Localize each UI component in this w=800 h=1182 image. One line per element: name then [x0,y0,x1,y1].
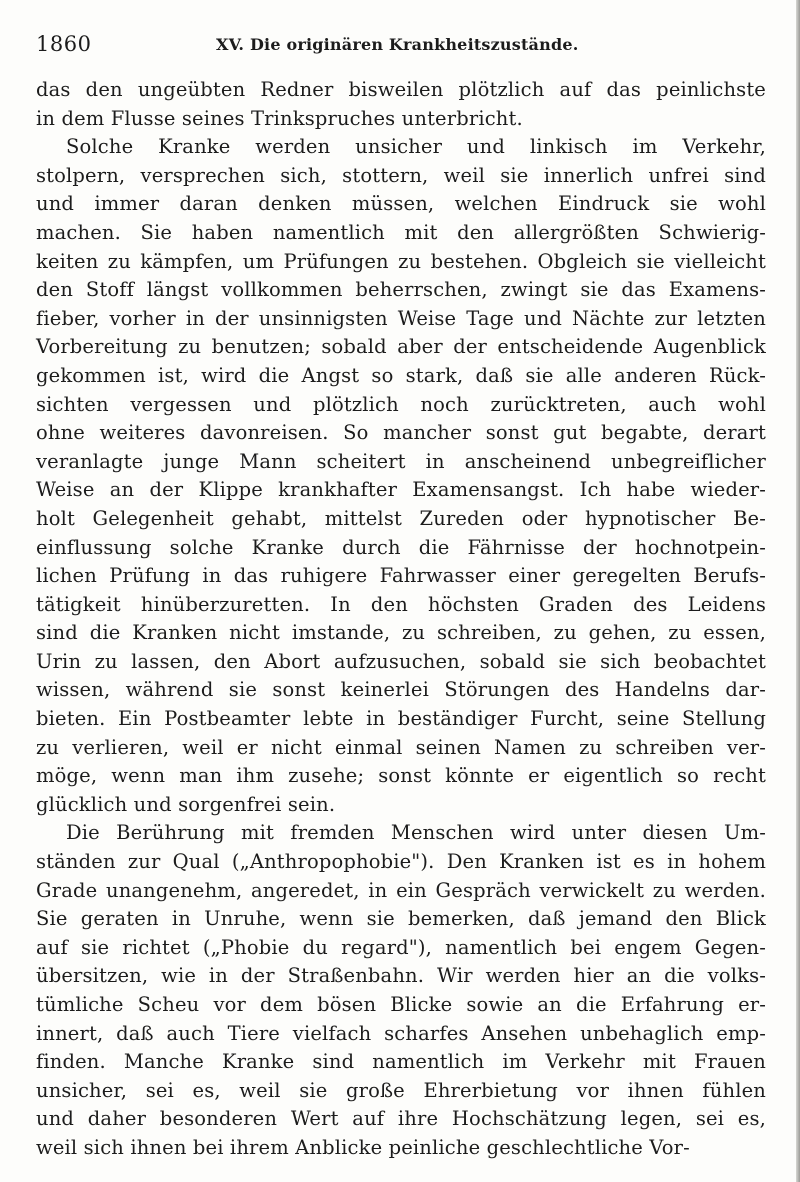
page-edge [796,0,800,1182]
text-line: zu verlieren, weil er nicht einmal seinen Namen zu schreiben ver- [36,735,766,759]
page-header [36,30,762,60]
text-line: einflussung solche Kranke durch die Fährnisse der hochnotpein- [36,535,766,559]
text-line: ohne weiteres davonreisen. So mancher sonst gut begabte, derart [36,421,766,445]
text-line: tätigkeit hinüberzuretten. In den höchsten Graden des Leidens [36,592,766,616]
text-line: tümliche Scheu vor dem bösen Blicke sowie an die Erfahrung er- [36,993,766,1016]
text-line: unsicher, sei es, weil sie große Ehrerbietung vor ihnen fühlen [36,1078,766,1102]
page-number: 1860 [36,32,92,56]
text-line: Die Berührung mit fremden Menschen wird unter diesen Um- [66,821,766,845]
text-line: Solche Kranke werden unsicher und linkisch im Verkehr, [66,135,766,159]
running-title: XV. Die originären Krankheitszustände. [216,35,579,54]
text-line: fieber, vorher in der unsinnigsten Weise Tage und Nächte zur letzten [36,306,766,330]
paragraph [36,76,766,133]
text-line: in dem Flusse seines Trinkspruches unterbricht. [36,106,523,130]
text-line: ständen zur Qual („Anthropophobie"). Den Kranken ist es in hohem [36,850,766,874]
text-line: möge, wenn man ihm zusehe; sonst könnte er eigentlich so recht [36,764,766,788]
text-line: Urin zu lassen, den Abort aufzusuchen, sobald sie sich beobachtet [36,649,766,673]
text-line: weil sich ihnen bei ihrem Anblicke peinliche geschlechtliche Vor- [36,1135,690,1159]
text-line: gekommen ist, wird die Angst so stark, daß sie alle anderen Rück- [36,363,766,387]
text-line: wissen, während sie sonst keinerlei Störungen des Handelns dar- [36,678,766,702]
text-line: innert, daß auch Tiere vielfach scharfes Ansehen unbehaglich emp- [36,1021,766,1045]
text-line: finden. Manche Kranke sind namentlich im Verkehr mit Frauen [36,1050,766,1074]
text-line: das den ungeübten Redner bisweilen plötzlich auf das peinlichste [36,78,766,101]
text-line: auf sie richtet („Phobie du regard"), namentlich bei engem Gegen- [36,935,766,959]
text-line: glücklich und sorgenfrei sein. [36,792,336,816]
text-line: lichen Prüfung in das ruhigere Fahrwasser einer geregelten Berufs- [36,564,766,588]
text-line: Vorbereitung zu benutzen; sobald aber der entscheidende Augenblick [36,335,766,359]
text-line: und daher besonderen Wert auf ihre Hochschätzung legen, sei es, [36,1107,766,1131]
text-line: sichten vergessen und plötzlich noch zurücktreten, auch wohl [36,392,766,416]
text-line: sind die Kranken nicht imstande, zu schreiben, zu gehen, zu essen, [36,621,766,645]
text-line: Sie geraten in Unruhe, wenn sie bemerken, daß jemand den Blick [36,907,766,931]
text-line: Weise an der Klippe krankhafter Examensangst. Ich habe wieder- [36,478,766,502]
text-line: stolpern, versprechen sich, stottern, weil sie innerlich unfrei sind [36,163,766,187]
text-line: bieten. Ein Postbeamter lebte in beständiger Furcht, seine Stellung [36,707,766,731]
body-text [36,76,766,1163]
text-line: übersitzen, wie in der Straßenbahn. Wir werden hier an die volks- [36,964,766,988]
text-line: holt Gelegenheit gehabt, mittelst Zureden oder hypnotischer Be- [36,506,766,530]
text-line: den Stoff längst vollkommen beherrschen, zwingt sie das Examens- [36,278,766,302]
text-line: machen. Sie haben namentlich mit den allergrößten Schwierig- [36,220,766,244]
text-line: keiten zu kämpfen, um Prüfungen zu bestehen. Obgleich sie vielleicht [36,249,766,273]
text-line: und immer daran denken müssen, welchen Eindruck sie wohl [36,192,766,216]
paragraph [36,133,766,819]
text-line: Grade unangenehm, angeredet, in ein Gespräch verwickelt zu werden. [36,878,766,902]
text-line: veranlagte junge Mann scheitert in anscheinend unbegreiflicher [36,449,766,473]
paragraph [36,819,766,1162]
